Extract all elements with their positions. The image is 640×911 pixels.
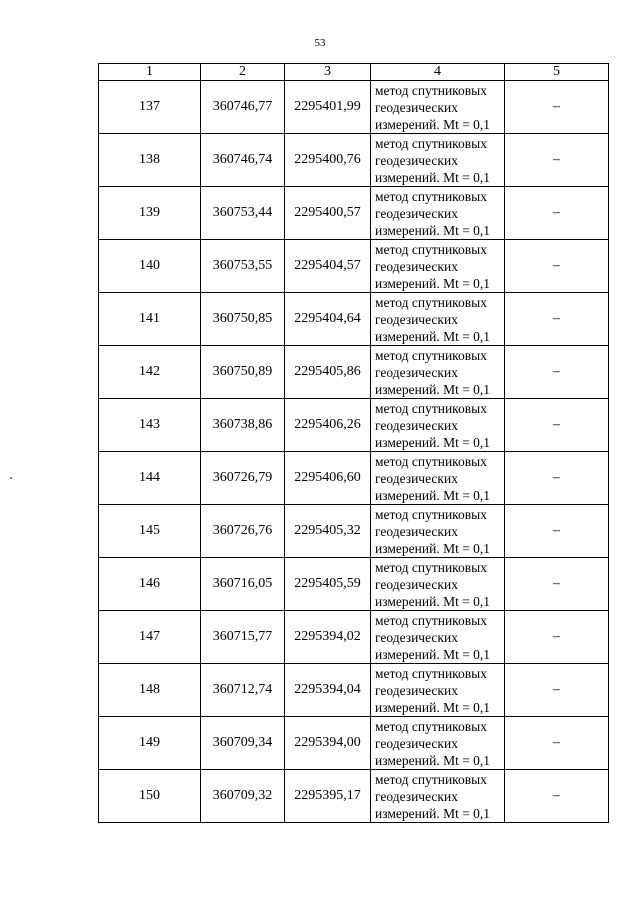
method-line: геодезических [375,258,458,274]
method-line: измерений. Mt = 0,1 [375,434,491,450]
table-row [99,558,609,611]
method-line: метод спутниковых [375,188,487,204]
table-row [99,505,609,558]
method-line: метод спутниковых [375,559,487,575]
note-cell: – [505,611,609,664]
method-line: измерений. Mt = 0,1 [375,752,491,768]
method-line: измерений. Mt = 0,1 [375,381,491,397]
method-line: метод спутниковых [375,82,487,98]
table-body [99,81,609,823]
x-coordinate-cell: 360709,32 [201,770,285,823]
header-row [99,64,609,81]
method-line: измерений. Mt = 0,1 [375,328,491,344]
method-cell [371,346,505,399]
y-coordinate-cell: 2295401,99 [285,81,371,134]
point-number-cell: 141 [99,293,201,346]
method-line: измерений. Mt = 0,1 [375,646,491,662]
method-line: геодезических [375,523,458,539]
method-line: измерений. Mt = 0,1 [375,275,491,291]
method-line: геодезических [375,576,458,592]
y-coordinate-cell: 2295406,26 [285,399,371,452]
point-number-cell: 148 [99,664,201,717]
note-cell: – [505,187,609,240]
table-row [99,399,609,452]
table-row [99,346,609,399]
table-row [99,452,609,505]
method-line: метод спутниковых [375,665,487,681]
method-line: геодезических [375,682,458,698]
x-coordinate-cell: 360715,77 [201,611,285,664]
method-line: геодезических [375,470,458,486]
x-coordinate-cell: 360738,86 [201,399,285,452]
method-cell [371,293,505,346]
x-coordinate-cell: 360712,74 [201,664,285,717]
method-line: геодезических [375,735,458,751]
table-header [99,64,609,81]
method-cell [371,770,505,823]
method-cell [371,240,505,293]
point-number-cell: 145 [99,505,201,558]
point-number-cell: 147 [99,611,201,664]
method-cell [371,611,505,664]
point-number-cell: 139 [99,187,201,240]
method-cell [371,717,505,770]
note-cell: – [505,293,609,346]
method-cell [371,81,505,134]
table-row [99,770,609,823]
y-coordinate-cell: 2295400,76 [285,134,371,187]
coordinates-table [98,63,609,823]
method-line: метод спутниковых [375,453,487,469]
table-row [99,240,609,293]
method-line: геодезических [375,364,458,380]
method-line: измерений. Mt = 0,1 [375,487,491,503]
point-number-cell: 149 [99,717,201,770]
point-number-cell: 137 [99,81,201,134]
x-coordinate-cell: 360753,44 [201,187,285,240]
method-line: измерений. Mt = 0,1 [375,116,491,132]
x-coordinate-cell: 360750,85 [201,293,285,346]
note-cell: – [505,558,609,611]
method-cell [371,134,505,187]
method-line: измерений. Mt = 0,1 [375,593,491,609]
note-cell: – [505,505,609,558]
method-cell [371,664,505,717]
x-coordinate-cell: 360753,55 [201,240,285,293]
method-line: геодезических [375,311,458,327]
y-coordinate-cell: 2295404,57 [285,240,371,293]
point-number-cell: 146 [99,558,201,611]
y-coordinate-cell: 2295394,02 [285,611,371,664]
point-number-cell: 138 [99,134,201,187]
y-coordinate-cell: 2295394,00 [285,717,371,770]
note-cell: – [505,399,609,452]
method-line: метод спутниковых [375,718,487,734]
point-number-cell: 150 [99,770,201,823]
table-row [99,717,609,770]
table-row [99,664,609,717]
note-cell: – [505,81,609,134]
y-coordinate-cell: 2295400,57 [285,187,371,240]
method-cell [371,558,505,611]
method-line: измерений. Mt = 0,1 [375,222,491,238]
method-line: метод спутниковых [375,347,487,363]
x-coordinate-cell: 360716,05 [201,558,285,611]
table-row [99,134,609,187]
note-cell: – [505,717,609,770]
y-coordinate-cell: 2295395,17 [285,770,371,823]
method-cell [371,399,505,452]
method-line: метод спутниковых [375,294,487,310]
method-line: метод спутниковых [375,400,487,416]
header-col-5: 5 [505,64,609,81]
note-cell: – [505,240,609,293]
point-number-cell: 142 [99,346,201,399]
y-coordinate-cell: 2295405,86 [285,346,371,399]
table-row [99,611,609,664]
point-number-cell: 143 [99,399,201,452]
y-coordinate-cell: 2295394,04 [285,664,371,717]
method-line: геодезических [375,788,458,804]
header-col-1: 1 [99,64,201,81]
method-line: метод спутниковых [375,771,487,787]
table-row [99,81,609,134]
header-col-4: 4 [371,64,505,81]
x-coordinate-cell: 360750,89 [201,346,285,399]
method-line: измерений. Mt = 0,1 [375,805,491,821]
method-line: метод спутниковых [375,135,487,151]
note-cell: – [505,770,609,823]
note-cell: – [505,346,609,399]
method-line: геодезических [375,99,458,115]
point-number-cell: 140 [99,240,201,293]
header-col-3: 3 [285,64,371,81]
y-coordinate-cell: 2295404,64 [285,293,371,346]
y-coordinate-cell: 2295406,60 [285,452,371,505]
page-number: 53 [314,37,326,49]
table-row [99,187,609,240]
point-number-cell: 144 [99,452,201,505]
method-line: измерений. Mt = 0,1 [375,699,491,715]
y-coordinate-cell: 2295405,32 [285,505,371,558]
method-line: метод спутниковых [375,506,487,522]
x-coordinate-cell: 360746,77 [201,81,285,134]
method-line: измерений. Mt = 0,1 [375,169,491,185]
x-coordinate-cell: 360746,74 [201,134,285,187]
note-cell: – [505,664,609,717]
method-line: измерений. Mt = 0,1 [375,540,491,556]
note-cell: – [505,452,609,505]
x-coordinate-cell: 360726,79 [201,452,285,505]
method-cell [371,187,505,240]
method-line: геодезических [375,205,458,221]
method-cell [371,452,505,505]
method-line: метод спутниковых [375,612,487,628]
header-col-2: 2 [201,64,285,81]
method-line: геодезических [375,152,458,168]
method-line: геодезических [375,629,458,645]
method-line: метод спутниковых [375,241,487,257]
method-cell [371,505,505,558]
y-coordinate-cell: 2295405,59 [285,558,371,611]
scan-speck [10,477,12,479]
x-coordinate-cell: 360726,76 [201,505,285,558]
x-coordinate-cell: 360709,34 [201,717,285,770]
method-line: геодезических [375,417,458,433]
note-cell: – [505,134,609,187]
table-row [99,293,609,346]
